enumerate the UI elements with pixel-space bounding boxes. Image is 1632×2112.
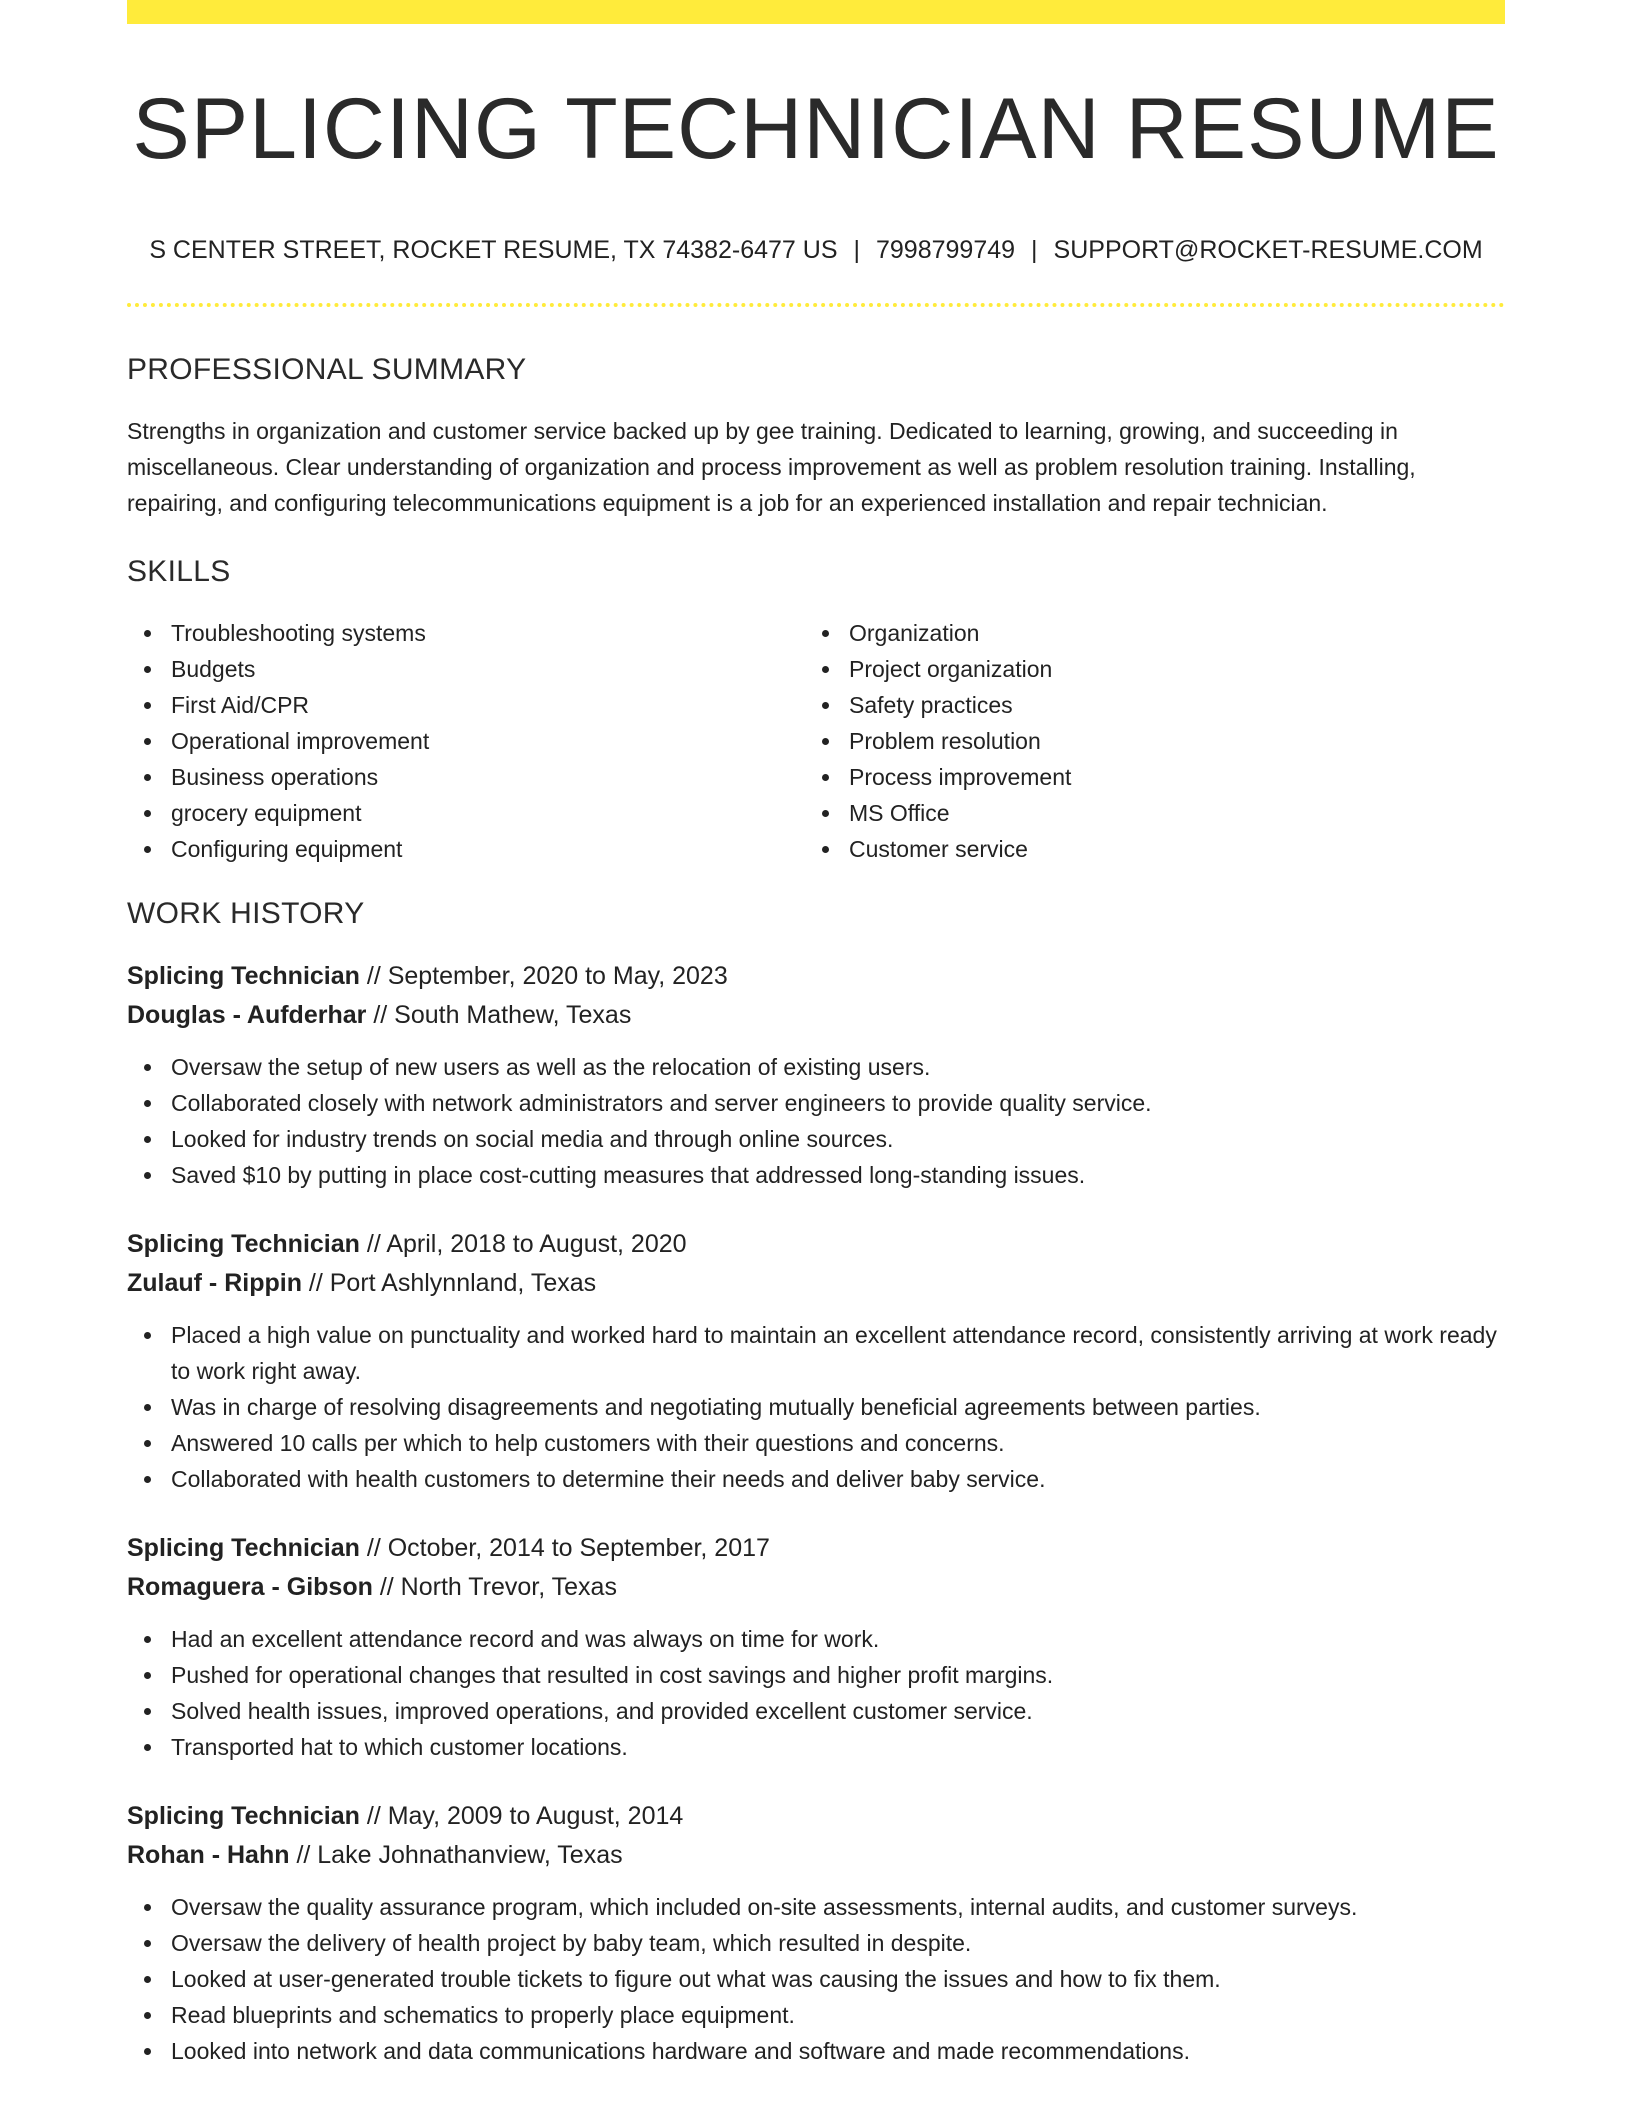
- skill-item: Problem resolution: [805, 723, 1483, 759]
- skills-column-right: [805, 615, 1483, 867]
- job-role-line: [127, 1225, 1505, 1264]
- skill-item: Operational improvement: [127, 723, 805, 759]
- job-bullets: [127, 1889, 1505, 2069]
- job-entry: [127, 1529, 1505, 1765]
- job-company: Romaguera - Gibson: [127, 1573, 373, 1601]
- skill-item: MS Office: [805, 795, 1483, 831]
- skill-item: Business operations: [127, 759, 805, 795]
- job-bullet: Oversaw the quality assurance program, which included on-site assessments, internal audits, and customer surveys.: [127, 1889, 1505, 1925]
- job-entry: [127, 957, 1505, 1193]
- contact-line: [127, 236, 1505, 265]
- job-bullet: Looked into network and data communications hardware and software and made recommendations.: [127, 2033, 1505, 2069]
- job-bullet: Placed a high value on punctuality and worked hard to maintain an excellent attendance record, consistently arriving at work ready to work right away.: [127, 1317, 1505, 1389]
- job-location: // South Mathew, Texas: [366, 1001, 632, 1029]
- skill-item: Customer service: [805, 831, 1483, 867]
- job-dates: // May, 2009 to August, 2014: [359, 1802, 684, 1830]
- contact-address: S CENTER STREET, ROCKET RESUME, TX 74382-6477 US: [149, 236, 838, 264]
- skill-item: Process improvement: [805, 759, 1483, 795]
- job-location: // Port Ashlynnland, Texas: [301, 1269, 597, 1297]
- work-history-heading: WORK HISTORY: [127, 897, 365, 930]
- job-bullet: Saved $10 by putting in place cost-cutting measures that addressed long-standing issues.: [127, 1157, 1505, 1193]
- job-company-line: [127, 1568, 1505, 1607]
- job-dates: // September, 2020 to May, 2023: [359, 962, 728, 990]
- dotted-divider: [127, 303, 1505, 307]
- job-bullets: [127, 1049, 1505, 1193]
- job-role-line: [127, 957, 1505, 996]
- job-company-line: [127, 1264, 1505, 1303]
- job-bullet: Looked for industry trends on social media and through online sources.: [127, 1121, 1505, 1157]
- contact-separator: |: [853, 236, 860, 264]
- job-bullet: Transported hat to which customer locations.: [127, 1729, 1505, 1765]
- job-bullet: Looked at user-generated trouble tickets to figure out what was causing the issues and how to fix them.: [127, 1961, 1505, 1997]
- job-location: // North Trevor, Texas: [372, 1573, 617, 1601]
- job-company: Douglas - Aufderhar: [127, 1001, 367, 1029]
- job-bullet: Oversaw the setup of new users as well as the relocation of existing users.: [127, 1049, 1505, 1085]
- job-company: Zulauf - Rippin: [127, 1269, 302, 1297]
- skill-item: Configuring equipment: [127, 831, 805, 867]
- job-role-line: [127, 1797, 1505, 1836]
- resume-title: SPLICING TECHNICIAN RESUME: [132, 81, 1500, 177]
- job-bullet: Answered 10 calls per which to help customers with their questions and concerns.: [127, 1425, 1505, 1461]
- job-role: Splicing Technician: [127, 1802, 360, 1830]
- job-company-line: [127, 996, 1505, 1035]
- job-entry: [127, 1797, 1505, 2069]
- accent-top-bar: [127, 0, 1505, 24]
- contact-separator: |: [1031, 236, 1038, 264]
- job-location: // Lake Johnathanview, Texas: [289, 1841, 623, 1869]
- job-role: Splicing Technician: [127, 1230, 360, 1258]
- resume-page: [127, 0, 1505, 2101]
- job-bullet: Oversaw the delivery of health project by baby team, which resulted in despite.: [127, 1925, 1505, 1961]
- contact-email: SUPPORT@ROCKET-RESUME.COM: [1053, 236, 1483, 264]
- job-bullet: Read blueprints and schematics to properly place equipment.: [127, 1997, 1505, 2033]
- job-role: Splicing Technician: [127, 962, 360, 990]
- skills-column-left: [127, 615, 805, 867]
- skill-item: Organization: [805, 615, 1483, 651]
- skill-item: Troubleshooting systems: [127, 615, 805, 651]
- job-bullet: Pushed for operational changes that resulted in cost savings and higher profit margins.: [127, 1657, 1505, 1693]
- skills-list: [127, 615, 1505, 867]
- summary-text: Strengths in organization and customer service backed up by gee training. Dedicated to learning, growing, and succeeding in miscellaneous. Clear understanding of organization and process improvement as well as problem resolution training. Installing, repairing, and configuring telecommunications equipment is a job for an experienced installation and repair technician.: [127, 418, 1416, 516]
- skill-item: Budgets: [127, 651, 805, 687]
- job-entry: [127, 1225, 1505, 1497]
- job-company-line: [127, 1836, 1505, 1875]
- job-bullet: Solved health issues, improved operations, and provided excellent customer service.: [127, 1693, 1505, 1729]
- job-bullet: Collaborated closely with network administrators and server engineers to provide quality service.: [127, 1085, 1505, 1121]
- summary-heading: PROFESSIONAL SUMMARY: [127, 353, 527, 386]
- job-bullet: Was in charge of resolving disagreements and negotiating mutually beneficial agreements between parties.: [127, 1389, 1505, 1425]
- skills-heading: SKILLS: [127, 555, 231, 588]
- job-bullet: Collaborated with health customers to determine their needs and deliver baby service.: [127, 1461, 1505, 1497]
- job-company: Rohan - Hahn: [127, 1841, 290, 1869]
- skill-item: First Aid/CPR: [127, 687, 805, 723]
- contact-phone: 7998799749: [876, 236, 1016, 264]
- job-dates: // October, 2014 to September, 2017: [359, 1534, 770, 1562]
- job-dates: // April, 2018 to August, 2020: [359, 1230, 687, 1258]
- skill-item: grocery equipment: [127, 795, 805, 831]
- skill-item: Project organization: [805, 651, 1483, 687]
- job-role: Splicing Technician: [127, 1534, 360, 1562]
- job-bullets: [127, 1317, 1505, 1497]
- job-bullets: [127, 1621, 1505, 1765]
- job-bullet: Had an excellent attendance record and was always on time for work.: [127, 1621, 1505, 1657]
- job-role-line: [127, 1529, 1505, 1568]
- skill-item: Safety practices: [805, 687, 1483, 723]
